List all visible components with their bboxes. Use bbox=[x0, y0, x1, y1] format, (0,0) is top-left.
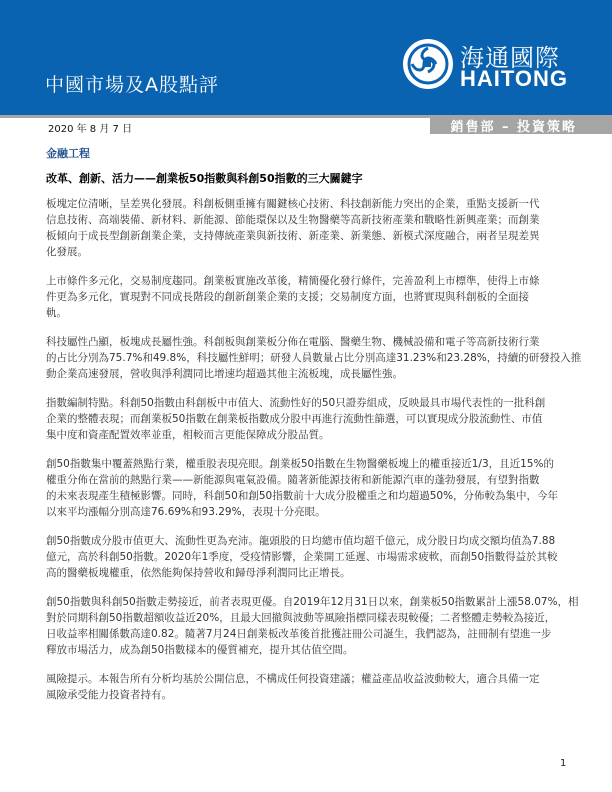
paragraph-line: 集中度和資產配置效率並重，相較而言更能保障成分股品質。 bbox=[46, 429, 330, 441]
paragraph-line: 的占比分別為75.7%和49.8%，科技屬性鮮明；研發人員數量占比分別高達31.23%和23.28%，持續的研發投入推 bbox=[46, 352, 582, 364]
page-number: 1 bbox=[560, 758, 567, 769]
paragraph-line: 上市條件多元化，交易制度趨同。創業板實施改革後，精簡優化發行條件，完善盈利上市標準，使得上市條 bbox=[46, 275, 540, 287]
paragraph-line: 億元，高於科創50指數。2020年1季度，受疫情影響，企業開工延遲、市場需求疲軟，而創50指數得益於其較 bbox=[46, 551, 558, 563]
paragraph-line: 創50指數集中覆蓋熱點行業，權重股表現亮眼。創業板50指數在生物醫藥板塊上的權重接近1/3，且近15%的 bbox=[46, 458, 554, 470]
paragraph-line: 信息技術、高端裝備、新材料、新能源、節能環保以及生物醫藥等高新技術產業和戰略性新興產業；而創業 bbox=[46, 214, 540, 226]
paragraph-line: 權重分佈在當前的熱點行業——新能源與電氣設備。隨著新能源技術和新能源汽車的蓬勃發展，有望對指數 bbox=[46, 474, 540, 486]
paragraph bbox=[46, 334, 582, 382]
paragraph-line: 的未來表現產生積極影響。同時，科創50和創50指數前十大成分股權重之和均超過50%，分佈較為集中，今年 bbox=[46, 490, 559, 502]
paragraph bbox=[46, 594, 579, 658]
paragraph-line: 風險承受能力投資者持有。 bbox=[46, 689, 172, 701]
article-body bbox=[46, 196, 582, 716]
paragraph-line: 日收益率相關係數高達0.82。隨著7月24日創業板改革後首批獲註冊公司誕生，我們認為，註冊制有望進一步 bbox=[46, 628, 552, 640]
paragraph-line: 指數編制特點。科創50指數由科創板中市值大、流動性好的50只證券組成，反映最具市場代表性的一批科創 bbox=[46, 397, 546, 409]
brand-name-english: HAITONG bbox=[460, 66, 569, 91]
page-header bbox=[0, 0, 612, 115]
department-label: 銷售部 – 投資策略 bbox=[450, 120, 577, 135]
paragraph-line: 創50指數與科創50指數走勢接近，前者表現更優。自2019年12月31日以來，創業板50指數累計上漲58.07%，相 bbox=[46, 596, 579, 608]
paragraph bbox=[46, 671, 572, 703]
paragraph-line: 板塊定位清晰，呈差異化發展。科創板側重擁有關鍵核心技術、科技創新能力突出的企業，重點支援新一代 bbox=[46, 198, 540, 210]
report-date: 2020 年 8 月 7 日 bbox=[48, 124, 133, 135]
paragraph bbox=[46, 273, 572, 321]
brand-name-chinese: 海通國際 bbox=[460, 44, 560, 72]
paragraph-line: 創50指數成分股市值更大、流動性更為充沛。龍頭股的日均總市值均超千億元，成分股日均成交額均值為7.88 bbox=[46, 535, 556, 547]
paragraph bbox=[46, 395, 572, 443]
section-title: 金融工程 bbox=[46, 147, 90, 160]
paragraph-line: 企業的整體表現；而創業板50指數在創業板指數成分股中再進行流動性篩選，可以實現成分股流動性、市值 bbox=[46, 413, 543, 425]
paragraph bbox=[46, 196, 572, 260]
paragraph-line: 對於同期科創50指數超額收益近20%，且最大回撤與波動等風險指標同樣表現較優；二者整體走勢較為接近， bbox=[46, 612, 556, 624]
paragraph-line: 風險提示。本報告所有分析均基於公開信息，不構成任何投資建議；權益產品收益波動較大，適合具備一定 bbox=[46, 673, 540, 685]
paragraph-line: 板傾向于成長型創新創業企業，支持傳統產業與新技術、新產業、新業態、新模式深度融合，兩者呈現差異 bbox=[46, 230, 540, 242]
paragraph-line: 高的醫藥板塊權重，依然能夠保持營收和歸母淨利潤同比正增長。 bbox=[46, 567, 351, 579]
article-headline: 改革、創新、活力——創業板50指數與科創50指數的三大關鍵字 bbox=[46, 172, 363, 185]
paragraph-line: 軌。 bbox=[46, 307, 67, 319]
paragraph-line: 釋放市場活力，成為創50指數樣本的優質補充，提升其估值空間。 bbox=[46, 644, 354, 656]
paragraph-line: 化發展。 bbox=[46, 246, 88, 258]
haitong-logo-icon bbox=[402, 38, 454, 90]
paragraph bbox=[46, 456, 572, 520]
paragraph-line: 件更為多元化，實現對不同成長階段的創新創業企業的支援；交易制度方面，也將實現與科創板的全面接 bbox=[46, 291, 529, 303]
paragraph bbox=[46, 533, 572, 581]
paragraph-line: 動企業高速發展，營收與淨利潤同比增速均超過其他主流板塊，成長屬性強。 bbox=[46, 368, 403, 380]
paragraph-line: 科技屬性凸顯，板塊成長屬性強。科創板與創業板分佈在電腦、醫藥生物、機械設備和電子等高新技術行業 bbox=[46, 336, 540, 348]
paragraph-line: 以來平均漲幅分別高達76.69%和93.29%，表現十分亮眼。 bbox=[46, 506, 326, 518]
report-title: 中國市場及A股點評 bbox=[45, 74, 219, 96]
